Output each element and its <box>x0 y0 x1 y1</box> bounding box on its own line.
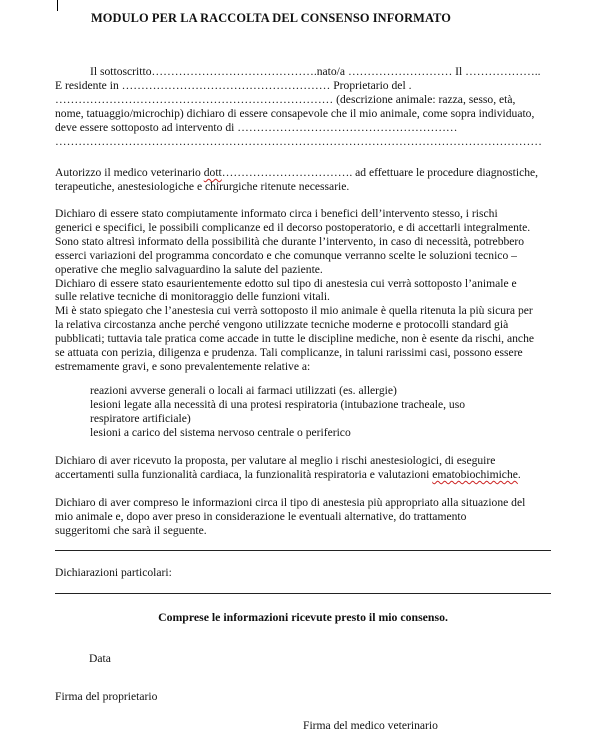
risk-list <box>55 384 550 440</box>
risk-item[interactable]: respiratore artificiale) <box>90 411 191 425</box>
declaration-line[interactable]: Dichiaro di essere stato compiutamente informato circa i benefici dell’intervento stesso, i rischi <box>55 207 498 220</box>
declaration-line[interactable]: generici e specifici, le possibili complicanze ed il decorso postoperatorio, e di accettarli integralmente. <box>55 220 531 234</box>
declaration-line[interactable]: esserci variazioni del programma concordato e che comunque verranno scelte le soluzioni tecnico – <box>55 248 517 262</box>
intro-line[interactable]: Il sottoscritto…………………………………….nato/a ……………………… Il ……………….. <box>90 65 541 78</box>
anesthesia-line[interactable]: suggeritomi che sarà il seguente. <box>55 523 207 537</box>
authorize-text: ……………………………. ad effettuare le procedure diagnostiche, <box>221 166 539 179</box>
spellcheck-word: ematobiochimiche <box>432 467 518 481</box>
declaration-line[interactable]: pubblicati; tuttavia tale pratica come accade in tutte le discipline mediche, non è esente da rischi, anche <box>55 332 535 346</box>
horizontal-rule <box>55 593 551 594</box>
intro-line[interactable]: ……………………………………………………………………………………………………………… <box>55 134 542 148</box>
declarations-section <box>55 207 550 374</box>
anesthesia-section <box>55 496 550 538</box>
anesthesia-line[interactable]: mio animale e, dopo aver preso in considerazione le eventuali alternative, do trattamento <box>55 509 467 523</box>
authorize-line[interactable] <box>55 166 550 180</box>
proposal-text: accertamenti sulla funzionalità cardiaca, la funzionalità respiratoria e valutazioni <box>55 467 433 481</box>
risk-item[interactable]: reazioni avverse generali o locali ai farmaci utilizzati (es. allergie) <box>90 384 397 397</box>
intro-line[interactable]: E residente in ……………………………………………… Proprietario del . <box>55 78 412 92</box>
declaration-line[interactable]: Sono stato altresì informato della possibilità che durante l’intervento, in caso di necessità, potrebbero <box>55 234 525 248</box>
declaration-line[interactable]: se attuata con perizia, diligenza e prudenza. Tali complicanze, in taluni rarissimi casi, possono essere <box>55 346 523 360</box>
intro-line[interactable]: ……………………………………………………………… (descrizione animale: razza, sesso, età, <box>55 92 516 106</box>
document-title: MODULO PER LA RACCOLTA DEL CONSENSO INFORMATO <box>91 11 451 25</box>
intro-line[interactable]: nome, tatuaggio/microchip) dichiaro di essere consapevole che il mio animale, come sopra individuato, <box>55 106 535 120</box>
declaration-line[interactable]: sulle relative tecniche di monitoraggio delle funzioni vitali. <box>55 290 330 304</box>
declaration-line[interactable]: Mi è stato spiegato che l’anestesia cui verrà sottoposto il mio animale è quella ritenuta la più sicura per <box>55 304 533 318</box>
authorize-text: Autorizzo il medico veterinario <box>55 166 204 179</box>
particular-declarations-text[interactable]: Dichiarazioni particolari: <box>55 566 172 579</box>
text-cursor <box>57 0 58 11</box>
declaration-line[interactable]: operative che meglio salvaguardino la salute del paziente. <box>55 262 323 276</box>
consent-statement[interactable]: Comprese le informazioni ricevute presto il mio consenso. <box>158 610 448 624</box>
authorize-line[interactable]: terapeutiche, anestesiologiche e chirurgiche ritenute necessarie. <box>55 179 350 193</box>
authorize-section <box>55 166 550 194</box>
owner-signature-label[interactable]: Firma del proprietario <box>55 690 158 703</box>
proposal-section <box>55 454 550 482</box>
declaration-line[interactable]: la relativa circostanza anche perché vengono utilizzate tecniche moderne e protocolli standard già <box>55 318 509 332</box>
proposal-line[interactable] <box>55 468 550 482</box>
spellcheck-word: dott <box>203 166 222 179</box>
risk-item[interactable]: lesioni legate alla necessità di una protesi respiratoria (intubazione tracheale, uso <box>90 397 466 411</box>
intro-line[interactable]: deve essere sottoposto ad intervento di ………………………………………………… <box>55 120 458 134</box>
date-label[interactable]: Data <box>89 652 111 665</box>
declaration-line[interactable]: estremamente gravi, e sono prevalentemente relative a: <box>55 359 311 373</box>
particular-declarations-label <box>55 566 550 580</box>
proposal-line[interactable]: Dichiaro di aver ricevuto la proposta, per valutare al meglio i rischi anestesiologici, di eseguire <box>55 454 496 467</box>
vet-signature-label[interactable]: Firma del medico veterinario <box>303 719 438 732</box>
horizontal-rule <box>55 550 551 551</box>
proposal-text: . <box>517 467 521 481</box>
intro-section <box>55 65 550 148</box>
risk-item[interactable]: lesioni a carico del sistema nervoso centrale o periferico <box>90 425 351 439</box>
declaration-line[interactable]: Dichiaro di essere stato esaurientemente edotto sul tipo di anestesia cui verrà sottoposto l’animale e <box>55 276 517 290</box>
anesthesia-line[interactable]: Dichiaro di aver compreso le informazioni circa il tipo di anestesia più appropriato alla situazione del <box>55 496 526 509</box>
